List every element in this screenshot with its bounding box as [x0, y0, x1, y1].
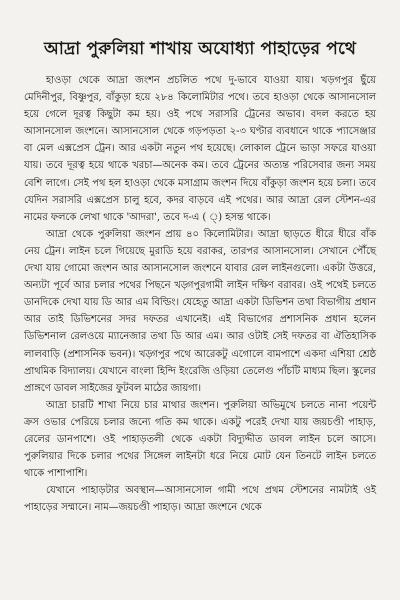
paragraph-3: আদ্রা চারটি শাখা নিয়ে চার মাথার জংশন। পুরুলিয়া অভিমুখে চলতে নানা পয়েন্ট ক্রস ওভার পেরিয়ে চলার জন্যে গতি কম থাকে। একটু পরেই দেখা যায় জয়চণ্ডী পাহাড়, রেলের ডানপাশে। ওই পাহাড়তলী থেকে একটা বিদ্যুদ্দীত ডাবল লাইন চলে আসে। পুরুলিয়ার দিকে চলার পথের সিঙ্গেল লাইনটা ধরে নিয়ে মোট যেন তিনটে লাইন চলতে থাকে পাশাপাশি। — [24, 399, 376, 480]
page-title: আদ্রা পুরুলিয়া শাখায় অযোধ্যা পাহাড়ের পথে — [43, 39, 357, 59]
paragraph-4: যেখানে পাহাড়টার অবস্থান—আসানসোল গামী পথে প্রথম স্টেশনের নামটাই ওই পাহাড়ের সম্মানে। নাম—জয়চণ্ডী পাহাড়। আদ্রা জংশনে থেকে — [24, 485, 376, 514]
body-text — [24, 72, 376, 516]
paragraph-1: হাওড়া থেকে আদ্রা জংশন প্রচলিত পথে দু-ভাবে যাওয়া যায়। খড়গপুর ছুঁয়ে মেদিনীপুর, বিষ্ণুপুর, বাঁকুড়া হয়ে ২৮৪ কিলোমিটার পথে। তবে হাওড়া থেকে আসানসোল হয়ে গেলে দূরত্ব কিছুটা কম হয়। ওই পথে সরাসরি ট্রেনের অভাব। বদল করতে হয় আসানসোল জংশনে। আসানসোল থেকে গড়পড়তা ২-৩ ঘণ্টার ব্যবধানে থাকে প্যাসেঞ্জার বা মেল এক্সপ্রেস ট্রেন। আর একটা নতুন পথ হয়েছে। লোকাল ট্রেনে ভাড়া সফরে যাওয়া যায়। তবে দূরত্ব হয়ে থাকে খরচা—অনেক কম। তবে ট্রেনের অত্যন্ত পরিসেবার জন্য সময় বেশি লাগে। সেই পথ হল হাওড়া থেকে মসাগ্রাম জংশন দিয়ে বাঁকুড়া জংশন হয়ে চলা। তবে যেদিন সরাসরি এক্সপ্রেস চালু হবে, কদর বাড়বে এই পথের। আর আদ্রা রেল স্টেশন-এর নামের ফলকে লেখা থাকে 'আদরা', তবে দ-এ ( ্) হসন্ত থাকে। — [24, 75, 376, 223]
paragraph-2: আদ্রা থেকে পুরুলিয়া জংশন প্রায় ৪০ কিলোমিটার। আদ্রা ছাড়তে ধীরে ধীরে বাঁক নেয় ট্রেন। লাইন চলে গিয়েছে মুরাডি হয়ে বরাকর, তারপর আসানসোল। সেখানে পৌঁছে দেখা যায় গোমো জংশন আর আসানসোল জংশনে যাবার রেল লাইনগুলো। একটা উত্তরে, অন্যটা পূর্বে আর চলার পথের পিছনে খড়্গপুরগামী লাইন দক্ষিণ বরাবর। ওই পথেই চলতে ডানদিকে দেখা যায় ডি আর এম বিল্ডিং। যেহেতু আদ্রা একটা ডিভিশন তথা বিভাগীয় প্রধান আর তাই ডিভিশনের সদর দফতর এখানেই। এই বিভাগের প্রশাসনিক প্রধান হলেন ডিভিশনাল রেলওয়ে ম্যানেজার তথা ডি আর এম। আর ওটাই সেই দফতর বা ঐতিহাসিক লালবাড়ি (প্রশাসনিক ভবন)। খড়্গপুর পথে আরেকটু এগোলে বামপাশে একদা এশিয়া শ্রেষ্ঠ প্রাথমিক বিদ্যালয়। যেখানে বাংলা হিন্দি ইংরেজি ওড়িয়া তেলেগু পাঁচটি মাধ্যম ছিল। স্কুলের প্রাঙ্গণে ডাবল সাইজের ফুটবল মাঠের জায়গা। — [24, 228, 376, 394]
